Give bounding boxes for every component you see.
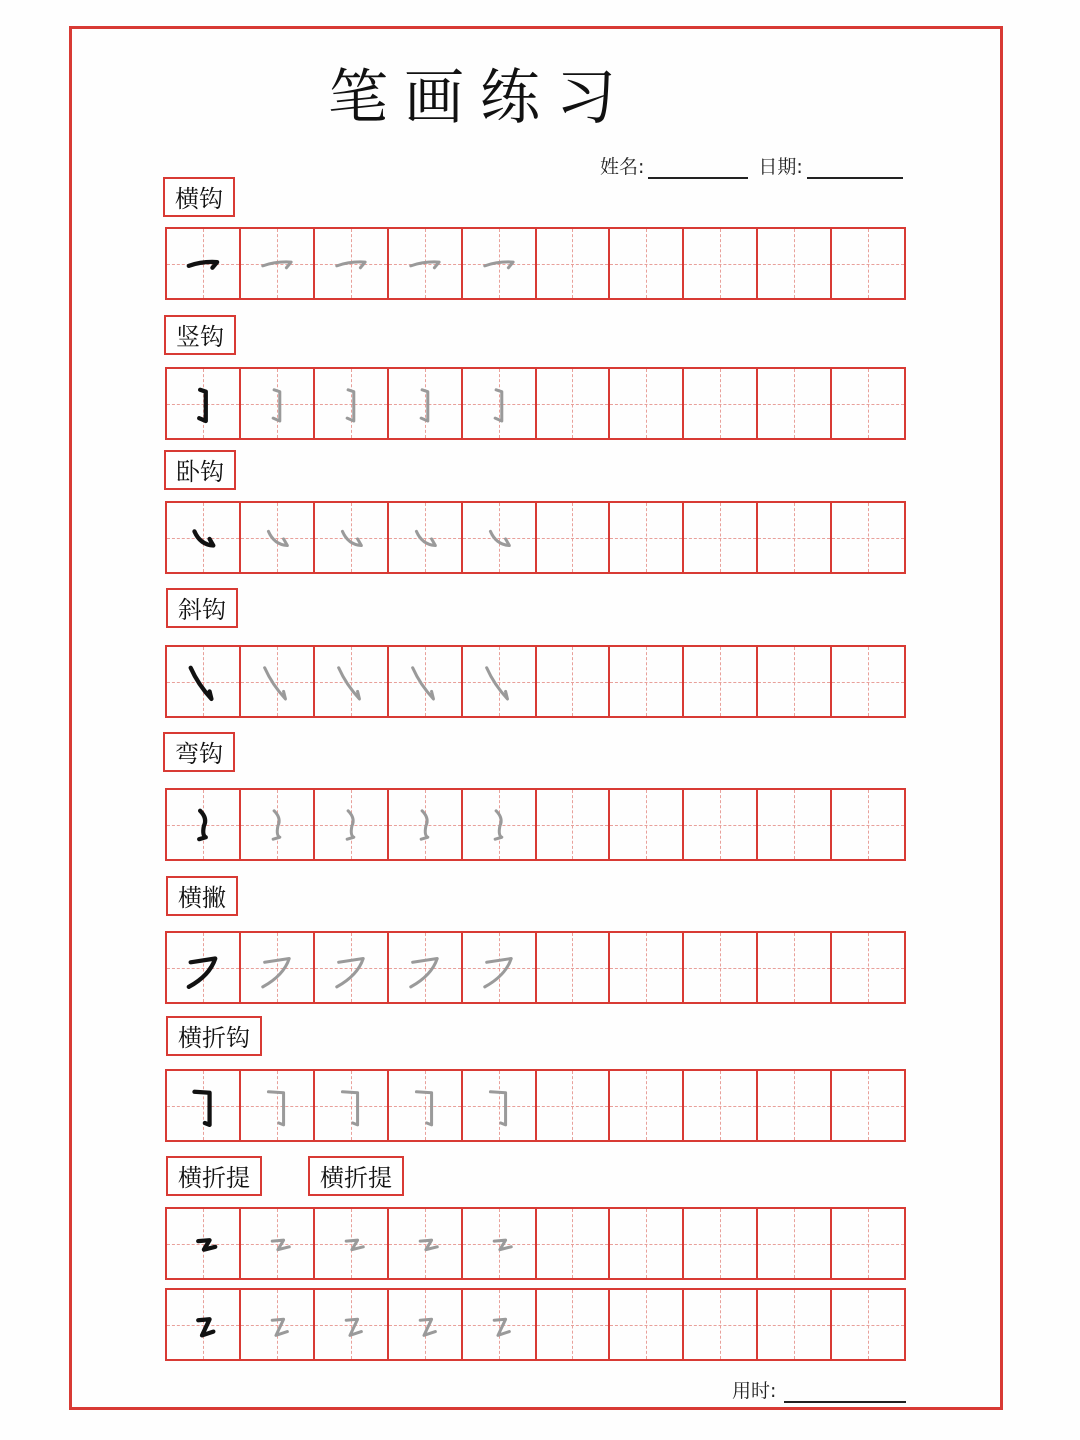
stroke-example-cell bbox=[241, 229, 315, 298]
practice-cell[interactable] bbox=[832, 647, 904, 716]
practice-cell[interactable] bbox=[610, 1209, 684, 1278]
practice-cell[interactable] bbox=[758, 1071, 832, 1140]
stroke-example-cell bbox=[315, 1209, 389, 1278]
practice-cell[interactable] bbox=[610, 933, 684, 1002]
stroke-example-cell bbox=[167, 229, 241, 298]
practice-cell[interactable] bbox=[832, 1290, 904, 1359]
wo-gou-icon bbox=[241, 503, 313, 572]
practice-cell[interactable] bbox=[610, 369, 684, 438]
stroke-example-cell bbox=[463, 1209, 537, 1278]
xie-gou-icon bbox=[463, 647, 535, 716]
practice-cell[interactable] bbox=[537, 1209, 611, 1278]
practice-cell[interactable] bbox=[758, 933, 832, 1002]
practice-row bbox=[165, 1069, 906, 1142]
date-field[interactable] bbox=[807, 157, 903, 179]
heng-zhe-gou-icon bbox=[167, 1071, 239, 1140]
heng-zhe-ti-2-icon bbox=[463, 1290, 535, 1359]
section-label: 竖钩 bbox=[164, 315, 236, 355]
stroke-example-cell bbox=[241, 503, 315, 572]
wo-gou-icon bbox=[463, 503, 535, 572]
stroke-example-cell bbox=[389, 369, 463, 438]
stroke-example-cell bbox=[241, 1209, 315, 1278]
stroke-example-cell bbox=[241, 933, 315, 1002]
stroke-example-cell bbox=[389, 647, 463, 716]
practice-cell[interactable] bbox=[832, 1209, 904, 1278]
practice-row bbox=[165, 1288, 906, 1361]
practice-row bbox=[165, 367, 906, 440]
heng-gou-icon bbox=[315, 229, 387, 298]
heng-pie-icon bbox=[167, 933, 239, 1002]
name-label: 姓名: bbox=[600, 156, 645, 178]
heng-zhe-ti-2-icon bbox=[241, 1290, 313, 1359]
practice-cell[interactable] bbox=[610, 1290, 684, 1359]
practice-row bbox=[165, 1207, 906, 1280]
stroke-example-cell bbox=[241, 369, 315, 438]
practice-cell[interactable] bbox=[610, 647, 684, 716]
practice-cell[interactable] bbox=[758, 1209, 832, 1278]
heng-zhe-gou-icon bbox=[241, 1071, 313, 1140]
page-title: 笔画练习 bbox=[328, 63, 632, 133]
practice-cell[interactable] bbox=[684, 1209, 758, 1278]
practice-cell[interactable] bbox=[758, 1290, 832, 1359]
shu-gou-icon bbox=[389, 369, 461, 438]
practice-cell[interactable] bbox=[537, 229, 611, 298]
stroke-example-cell bbox=[315, 503, 389, 572]
practice-cell[interactable] bbox=[537, 503, 611, 572]
xie-gou-icon bbox=[315, 647, 387, 716]
stroke-example-cell bbox=[315, 933, 389, 1002]
heng-pie-icon bbox=[315, 933, 387, 1002]
stroke-example-cell bbox=[389, 1209, 463, 1278]
section-label: 横折钩 bbox=[166, 1016, 262, 1056]
shu-gou-icon bbox=[241, 369, 313, 438]
stroke-example-cell bbox=[241, 1071, 315, 1140]
stroke-example-cell bbox=[389, 933, 463, 1002]
heng-pie-icon bbox=[241, 933, 313, 1002]
section-label: 横折提 bbox=[166, 1156, 262, 1196]
xie-gou-icon bbox=[241, 647, 313, 716]
stroke-example-cell bbox=[167, 647, 241, 716]
practice-cell[interactable] bbox=[684, 229, 758, 298]
stroke-example-cell bbox=[241, 1290, 315, 1359]
stroke-example-cell bbox=[463, 369, 537, 438]
wo-gou-icon bbox=[167, 503, 239, 572]
heng-zhe-ti-icon bbox=[167, 1209, 239, 1278]
stroke-example-cell bbox=[167, 1071, 241, 1140]
xie-gou-icon bbox=[167, 647, 239, 716]
section-label: 弯钩 bbox=[163, 732, 235, 772]
stroke-example-cell bbox=[315, 369, 389, 438]
stroke-example-cell bbox=[167, 933, 241, 1002]
practice-row bbox=[165, 227, 906, 300]
practice-cell[interactable] bbox=[684, 790, 758, 859]
practice-cell[interactable] bbox=[610, 229, 684, 298]
heng-pie-icon bbox=[389, 933, 461, 1002]
heng-pie-icon bbox=[463, 933, 535, 1002]
heng-zhe-gou-icon bbox=[389, 1071, 461, 1140]
practice-cell[interactable] bbox=[832, 790, 904, 859]
section-label: 横撇 bbox=[166, 876, 238, 916]
practice-cell[interactable] bbox=[832, 1071, 904, 1140]
wo-gou-icon bbox=[315, 503, 387, 572]
practice-cell[interactable] bbox=[832, 229, 904, 298]
stroke-example-cell bbox=[315, 647, 389, 716]
practice-cell[interactable] bbox=[537, 647, 611, 716]
wan-gou-icon bbox=[167, 790, 239, 859]
section-label: 横钩 bbox=[163, 177, 235, 217]
wan-gou-icon bbox=[389, 790, 461, 859]
heng-gou-icon bbox=[389, 229, 461, 298]
stroke-example-cell bbox=[315, 1071, 389, 1140]
wan-gou-icon bbox=[463, 790, 535, 859]
heng-zhe-ti-icon bbox=[463, 1209, 535, 1278]
practice-cell[interactable] bbox=[758, 369, 832, 438]
practice-cell[interactable] bbox=[832, 503, 904, 572]
stroke-example-cell bbox=[463, 647, 537, 716]
practice-cell[interactable] bbox=[684, 647, 758, 716]
name-field[interactable] bbox=[648, 157, 748, 179]
stroke-example-cell bbox=[463, 1290, 537, 1359]
stroke-example-cell bbox=[167, 503, 241, 572]
stroke-example-cell bbox=[167, 1209, 241, 1278]
practice-cell[interactable] bbox=[610, 790, 684, 859]
practice-row bbox=[165, 501, 906, 574]
heng-zhe-ti-icon bbox=[389, 1209, 461, 1278]
heng-zhe-gou-icon bbox=[315, 1071, 387, 1140]
date-label: 日期: bbox=[758, 156, 803, 178]
practice-cell[interactable] bbox=[537, 790, 611, 859]
practice-cell[interactable] bbox=[610, 503, 684, 572]
section-label: 横折提 bbox=[308, 1156, 404, 1196]
stroke-example-cell bbox=[463, 790, 537, 859]
heng-zhe-ti-icon bbox=[315, 1209, 387, 1278]
stroke-example-cell bbox=[167, 369, 241, 438]
wo-gou-icon bbox=[389, 503, 461, 572]
practice-cell[interactable] bbox=[537, 1290, 611, 1359]
shu-gou-icon bbox=[463, 369, 535, 438]
practice-cell[interactable] bbox=[832, 933, 904, 1002]
stroke-example-cell bbox=[463, 933, 537, 1002]
heng-gou-icon bbox=[463, 229, 535, 298]
practice-cell[interactable] bbox=[758, 503, 832, 572]
practice-cell[interactable] bbox=[537, 933, 611, 1002]
stroke-example-cell bbox=[315, 229, 389, 298]
heng-zhe-ti-2-icon bbox=[167, 1290, 239, 1359]
stroke-example-cell bbox=[315, 1290, 389, 1359]
stroke-example-cell bbox=[315, 790, 389, 859]
heng-gou-icon bbox=[241, 229, 313, 298]
section-label: 斜钩 bbox=[166, 588, 238, 628]
practice-cell[interactable] bbox=[684, 1071, 758, 1140]
shu-gou-icon bbox=[167, 369, 239, 438]
stroke-example-cell bbox=[463, 503, 537, 572]
stroke-example-cell bbox=[241, 790, 315, 859]
heng-zhe-gou-icon bbox=[463, 1071, 535, 1140]
xie-gou-icon bbox=[389, 647, 461, 716]
shu-gou-icon bbox=[315, 369, 387, 438]
stroke-example-cell bbox=[389, 229, 463, 298]
practice-cell[interactable] bbox=[832, 369, 904, 438]
practice-cell[interactable] bbox=[758, 229, 832, 298]
time-field[interactable] bbox=[784, 1381, 906, 1403]
practice-cell[interactable] bbox=[537, 1071, 611, 1140]
practice-cell[interactable] bbox=[610, 1071, 684, 1140]
stroke-example-cell bbox=[463, 229, 537, 298]
wan-gou-icon bbox=[241, 790, 313, 859]
heng-zhe-ti-icon bbox=[241, 1209, 313, 1278]
practice-row bbox=[165, 931, 906, 1004]
stroke-example-cell bbox=[389, 790, 463, 859]
stroke-example-cell bbox=[167, 790, 241, 859]
practice-cell[interactable] bbox=[684, 933, 758, 1002]
stroke-example-cell bbox=[241, 647, 315, 716]
heng-zhe-ti-2-icon bbox=[389, 1290, 461, 1359]
heng-gou-icon bbox=[167, 229, 239, 298]
meta-fields bbox=[600, 152, 903, 179]
practice-cell[interactable] bbox=[537, 369, 611, 438]
stroke-example-cell bbox=[389, 1290, 463, 1359]
practice-cell[interactable] bbox=[684, 1290, 758, 1359]
stroke-example-cell bbox=[389, 1071, 463, 1140]
practice-cell[interactable] bbox=[684, 503, 758, 572]
practice-cell[interactable] bbox=[758, 647, 832, 716]
practice-cell[interactable] bbox=[684, 369, 758, 438]
stroke-example-cell bbox=[463, 1071, 537, 1140]
heng-zhe-ti-2-icon bbox=[315, 1290, 387, 1359]
practice-row bbox=[165, 788, 906, 861]
practice-cell[interactable] bbox=[758, 790, 832, 859]
time-footer bbox=[732, 1376, 906, 1403]
stroke-example-cell bbox=[167, 1290, 241, 1359]
stroke-example-cell bbox=[389, 503, 463, 572]
time-label: 用时: bbox=[732, 1380, 777, 1402]
practice-row bbox=[165, 645, 906, 718]
wan-gou-icon bbox=[315, 790, 387, 859]
section-label: 卧钩 bbox=[164, 450, 236, 490]
